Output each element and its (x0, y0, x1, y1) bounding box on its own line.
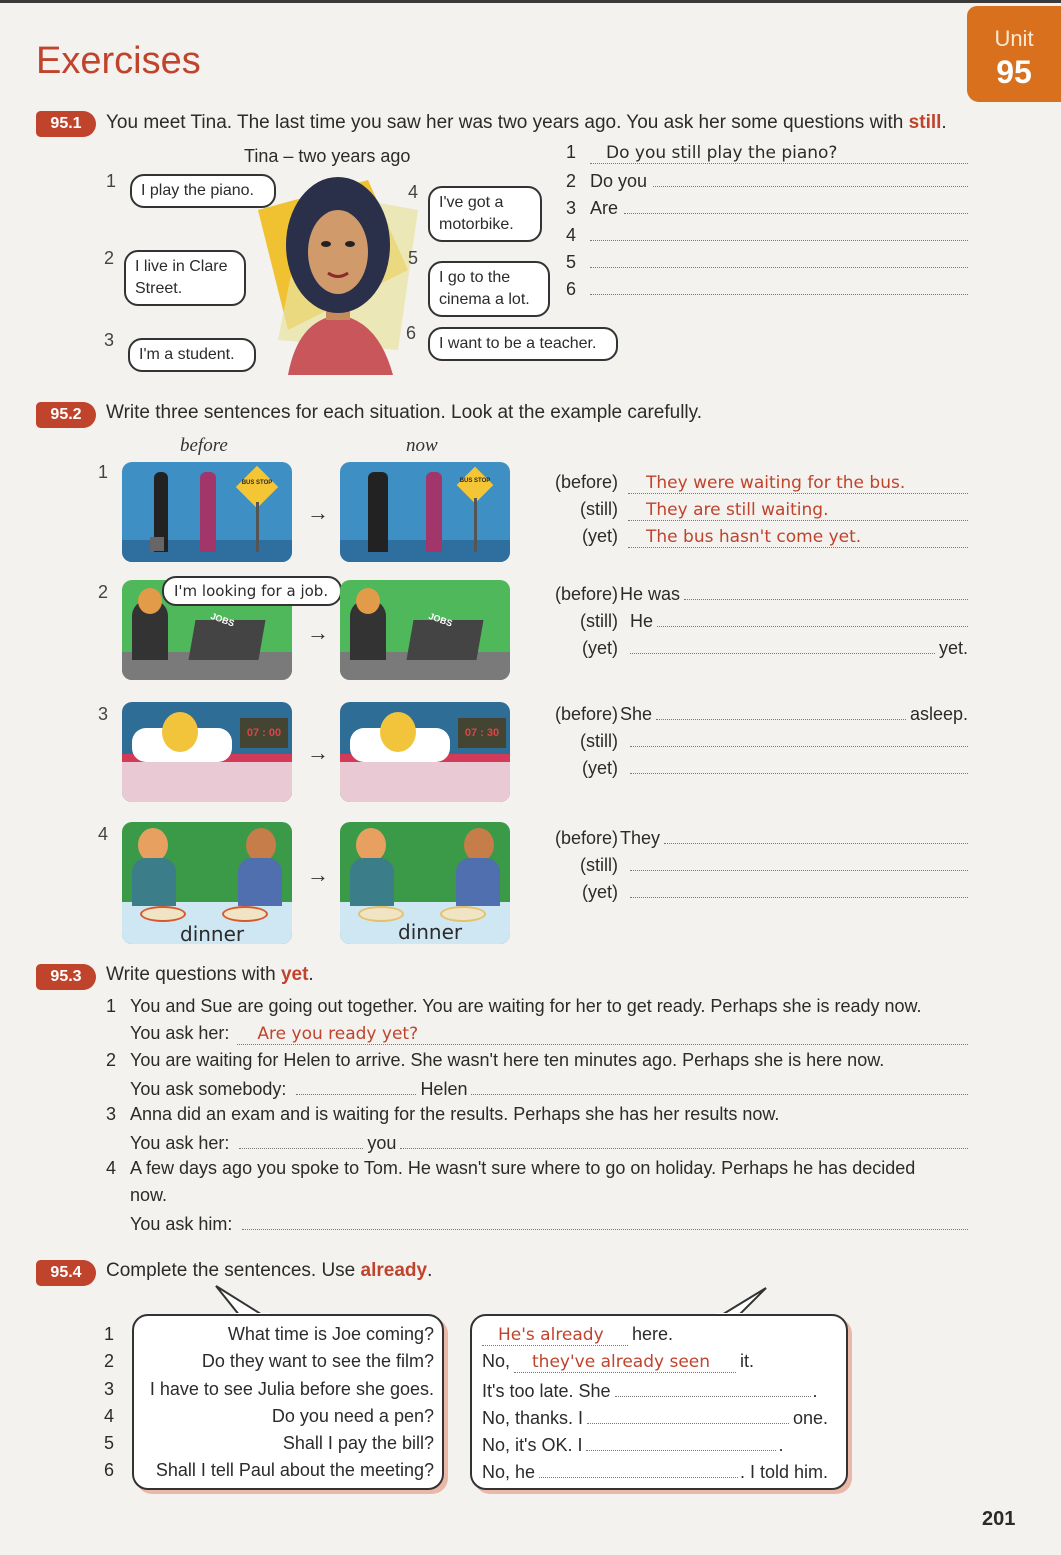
picture-before-3: 07 : 00 (122, 702, 292, 802)
situation-1-lines: (before) They were waiting for the bus. (still) They are still waiting. (yet) The bus hasn't come yet. (546, 472, 968, 553)
exercise-instruction: Write questions with yet. (106, 964, 314, 985)
picture-before-4: dinner (122, 822, 292, 944)
answer-field[interactable] (400, 1131, 968, 1149)
answer-field[interactable] (587, 1406, 789, 1424)
situation-4-lines: (before) They (still) (yet) (546, 826, 968, 907)
column-label-now: now (406, 435, 438, 456)
answer-field[interactable] (296, 1077, 416, 1095)
answer-field[interactable] (242, 1212, 968, 1230)
exercise-badge-95-3: 95.3 (36, 964, 96, 990)
answer-field[interactable]: Do you still play the piano? (590, 143, 968, 164)
ex4-answers: He's already here. No, they've already seen it. It's too late. She . No, thanks. I one. No, it's OK. I . No, he . I told him. (482, 1324, 828, 1483)
item-number: 1 (98, 462, 109, 482)
answer-line-1: 1 Do you still play the piano? 2 Do you 3 Are 4 5 6 (566, 142, 968, 304)
speech-bubble-4: I've got a motorbike. (428, 186, 542, 242)
picture-now-3: 07 : 30 (340, 702, 510, 802)
arrow-icon: → (307, 740, 329, 765)
unit-tab (967, 6, 1061, 102)
exercise-instruction: You meet Tina. The last time you saw her was two years ago. You ask her some questions with still. (106, 112, 947, 133)
answer-field[interactable]: Are you ready yet? (237, 1024, 968, 1045)
answer-field[interactable] (684, 582, 968, 600)
list-item: 2 You are waiting for Helen to arrive. She wasn't here ten minutes ago. Perhaps she is here now. You ask somebody: Helen (106, 1050, 968, 1104)
speech-bubble-3: I'm a student. (128, 338, 256, 372)
unit-label: Unit (994, 26, 1034, 51)
answer-field[interactable] (630, 756, 968, 774)
answer-field[interactable] (664, 826, 968, 844)
arrow-icon: → (307, 862, 329, 887)
top-border (0, 0, 1061, 3)
exercise-badge-95-1: 95.1 (36, 111, 96, 137)
answer-field[interactable] (539, 1460, 738, 1478)
answer-field[interactable] (471, 1077, 968, 1095)
item-number: 3 (98, 704, 109, 724)
item-number: 4 (98, 824, 109, 844)
picture-before-1: BUS STOP (122, 462, 292, 562)
picture-before-2: JOBS (122, 580, 292, 680)
answer-field[interactable] (590, 250, 968, 268)
speech-bubble-6: I want to be a teacher. (428, 327, 618, 361)
item-number: 3 (104, 330, 115, 350)
picture-caption: Tina – two years ago (244, 146, 411, 166)
arrow-icon: → (307, 620, 329, 645)
picture-now-2: JOBS (340, 580, 510, 680)
item-number: 6 (406, 323, 417, 343)
answer-field[interactable]: He's already (482, 1325, 628, 1346)
answer-field[interactable] (624, 196, 968, 214)
answer-field[interactable] (630, 880, 968, 898)
item-number: 5 (408, 248, 419, 268)
answer-field[interactable] (630, 853, 968, 871)
answer-field[interactable] (590, 223, 968, 241)
page-number: 201 (982, 1508, 1016, 1530)
answer-field[interactable] (630, 729, 968, 747)
exercise-instruction: Complete the sentences. Use already. (106, 1260, 433, 1281)
list-item: 1 You and Sue are going out together. You are waiting for her to get ready. Perhaps she is ready now. You ask her: Are you ready yet? (106, 996, 968, 1050)
answer-field[interactable]: They were waiting for the bus. (628, 473, 968, 494)
picture-now-4: dinner (340, 822, 510, 944)
situation-2-lines: (before) He was (still) He (yet) yet. (554, 584, 968, 658)
answer-field[interactable] (653, 169, 968, 187)
answer-field[interactable]: they've already seen (514, 1352, 736, 1373)
ex4-questions: 1 What time is Joe coming? 2 Do they want to see the film? 3 I have to see Julia before she goes. 4 Do you need a pen? 5 Shall I pay the bill? 6 Shall I tell Paul about the meeting? (104, 1324, 434, 1481)
answer-field[interactable] (630, 636, 935, 654)
speech-bubble-5: I go to the cinema a lot. (428, 261, 550, 317)
answer-field[interactable] (590, 277, 968, 295)
answer-field[interactable] (239, 1131, 363, 1149)
item-number: 2 (104, 248, 115, 268)
speech-bubble-job: I'm looking for a job. (162, 576, 342, 606)
exercise-badge-95-2: 95.2 (36, 402, 96, 428)
speech-bubble-1: I play the piano. (130, 174, 276, 208)
exercise-instruction: Write three sentences for each situation. Look at the example carefully. (106, 402, 703, 423)
picture-now-1: BUS STOP (340, 462, 510, 562)
speech-bubble-2: I live in Clare Street. (124, 250, 246, 306)
item-number: 1 (106, 171, 117, 191)
answer-field[interactable] (615, 1379, 811, 1397)
item-number: 4 (408, 182, 419, 202)
answer-field[interactable]: They are still waiting. (628, 500, 968, 521)
situation-3-lines: (before) She asleep. (still) (yet) (554, 704, 968, 778)
answer-field[interactable]: The bus hasn't come yet. (628, 527, 968, 548)
question-list (106, 996, 968, 1239)
list-item: 4 A few days ago you spoke to Tom. He wasn't sure where to go on holiday. Perhaps he has decided now. You ask him: (106, 1158, 968, 1239)
page-title: Exercises (36, 40, 201, 82)
arrow-icon: → (307, 500, 329, 525)
column-label-before: before (180, 435, 228, 456)
unit-number: 95 (996, 54, 1032, 90)
tina-illustration (248, 170, 428, 380)
list-item: 3 Anna did an exam and is waiting for the results. Perhaps she has her results now. You ask her: you (106, 1104, 968, 1158)
answer-field[interactable] (656, 702, 906, 720)
answer-field[interactable] (657, 609, 968, 627)
bubble-tail-left (200, 1284, 270, 1318)
item-number: 2 (98, 582, 109, 602)
answer-field[interactable] (586, 1433, 776, 1451)
exercise-badge-95-4: 95.4 (36, 1260, 96, 1286)
